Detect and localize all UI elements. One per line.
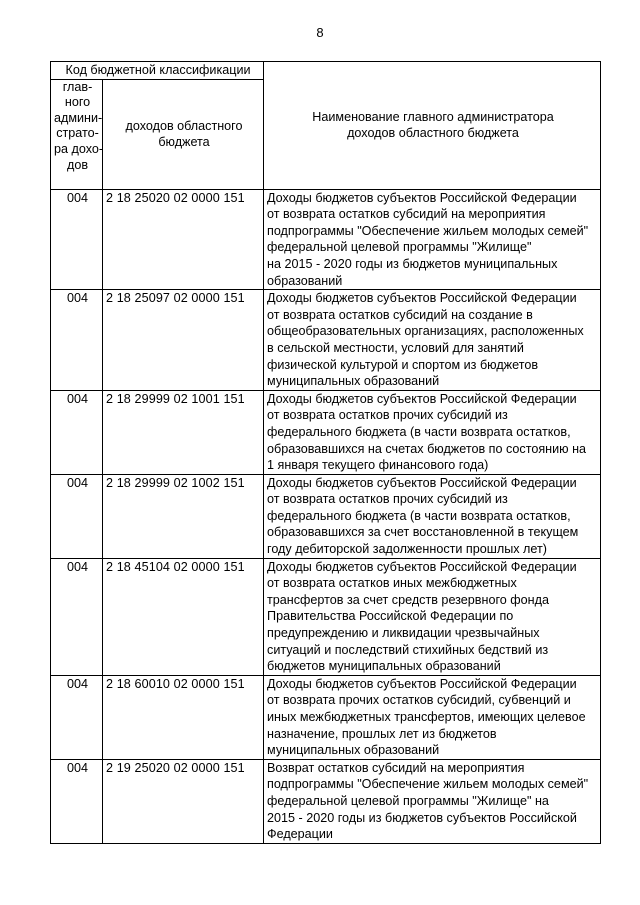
- income-name-line: от возврата остатков прочих субсидий из: [267, 408, 508, 423]
- income-name-line: трансфертов за счет средств резервного фонда: [267, 592, 549, 607]
- income-name-line: предупреждению и ликвидации чрезвычайных: [267, 626, 540, 641]
- income-name-line: Доходы бюджетов субъектов Российской Федерации: [267, 475, 577, 490]
- income-name-line: ситуаций и последствий стихийных бедствий из: [267, 642, 549, 657]
- income-name-line: федеральной целевой программы "Жилище": [267, 240, 532, 255]
- income-code-cell: 2 18 25097 02 0000 151: [103, 290, 264, 391]
- income-name-line: общеобразовательных организациях, расположенных: [267, 324, 584, 339]
- administrator-code-cell: 004: [51, 558, 103, 675]
- income-name-line: от возврата остатков иных межбюджетных: [267, 576, 517, 591]
- income-code-cell: 2 18 45104 02 0000 151: [103, 558, 264, 675]
- income-name-line: Доходы бюджетов субъектов Российской Федерации: [267, 676, 577, 691]
- income-name-cell: [264, 675, 601, 759]
- header-budget-classification-code: Код бюджетной классификации: [51, 62, 264, 80]
- income-name-line: от возврата остатков прочих субсидий из: [267, 492, 508, 507]
- income-name-line: подпрограммы "Обеспечение жильем молодых семей": [267, 777, 589, 792]
- table-body: [51, 62, 601, 844]
- header-admin-line: админи-: [54, 110, 103, 125]
- budget-classification-table: [50, 61, 601, 844]
- header-regional-budget-income: [103, 79, 264, 189]
- income-name-line: подпрограммы "Обеспечение жильем молодых семей": [267, 223, 589, 238]
- income-name-line: назначение, прошлых лет из бюджетов: [267, 726, 497, 741]
- income-name-line: федерального бюджета (в части возврата остатков,: [267, 508, 571, 523]
- income-name-line: Федерации: [267, 827, 333, 842]
- income-name-line: Доходы бюджетов субъектов Российской Федерации: [267, 190, 577, 205]
- table-row: [51, 189, 601, 290]
- income-name-cell: [264, 558, 601, 675]
- income-name-line: в сельской местности, условий для занятий: [267, 340, 524, 355]
- income-code-cell: 2 18 29999 02 1001 151: [103, 390, 264, 474]
- table-row: [51, 675, 601, 759]
- income-code-cell: 2 18 25020 02 0000 151: [103, 189, 264, 290]
- administrator-code-cell: 004: [51, 290, 103, 391]
- income-code-cell: 2 19 25020 02 0000 151: [103, 759, 264, 843]
- income-name-line: Правительства Российской Федерации по: [267, 609, 514, 624]
- income-name-line: на 2015 - 2020 годы из бюджетов муниципальных: [267, 256, 558, 271]
- header-admin-line: ного: [64, 95, 91, 110]
- income-name-line: от возврата прочих остатков субсидий, субвенций и: [267, 693, 571, 708]
- header-name-line: Наименование главного администратора: [312, 109, 554, 124]
- header-admin-line: глав-: [62, 79, 93, 94]
- header-income-line: бюджета: [158, 135, 210, 150]
- income-name-line: образовавшихся на счетах бюджетов по состоянию на: [267, 441, 587, 456]
- income-name-cell: [264, 474, 601, 558]
- header-row-group: [51, 62, 601, 80]
- income-name-line: от возврата остатков субсидий на мероприятия: [267, 207, 546, 222]
- header-administrator-name: [264, 62, 601, 190]
- income-name-line: федерального бюджета (в части возврата остатков,: [267, 424, 571, 439]
- income-code-cell: 2 18 29999 02 1002 151: [103, 474, 264, 558]
- income-name-line: 1 января текущего финансового года): [267, 458, 489, 473]
- income-name-line: от возврата остатков субсидий на создание в: [267, 307, 533, 322]
- income-name-line: федеральной целевой программы "Жилище" на: [267, 793, 549, 808]
- table-row: [51, 390, 601, 474]
- table-row: [51, 759, 601, 843]
- income-name-line: образований: [267, 273, 343, 288]
- table-row: [51, 558, 601, 675]
- administrator-code-cell: 004: [51, 675, 103, 759]
- income-name-line: Доходы бюджетов субъектов Российской Федерации: [267, 391, 577, 406]
- income-name-cell: [264, 390, 601, 474]
- administrator-code-cell: 004: [51, 474, 103, 558]
- administrator-code-cell: 004: [51, 759, 103, 843]
- header-chief-administrator: [51, 79, 103, 189]
- income-name-cell: [264, 189, 601, 290]
- income-name-line: бюджетов муниципальных образований: [267, 659, 501, 674]
- page-number: 8: [316, 25, 324, 40]
- income-name-line: году дебиторской задолженности прошлых лет): [267, 542, 547, 557]
- income-name-line: физической культурой и спортом из бюджетов: [267, 357, 539, 372]
- income-code-cell: 2 18 60010 02 0000 151: [103, 675, 264, 759]
- income-name-line: иных межбюджетных трансфертов, имеющих целевое: [267, 710, 586, 724]
- header-admin-line: дов: [66, 157, 89, 172]
- income-name-line: Доходы бюджетов субъектов Российской Федерации: [267, 559, 577, 574]
- income-name-line: муниципальных образований: [267, 743, 440, 758]
- income-name-cell: [264, 759, 601, 843]
- income-name-line: муниципальных образований: [267, 374, 440, 389]
- header-admin-line: ра дохо-: [54, 141, 104, 156]
- income-name-cell: [264, 290, 601, 391]
- administrator-code-cell: 004: [51, 189, 103, 290]
- income-name-line: 2015 - 2020 годы из бюджетов субъектов Российской: [267, 810, 577, 825]
- income-name-line: Возврат остатков субсидий на мероприятия: [267, 760, 525, 775]
- administrator-code-cell: 004: [51, 390, 103, 474]
- income-name-line: Доходы бюджетов субъектов Российской Федерации: [267, 291, 577, 306]
- income-name-line: образовавшихся за счет восстановленной в текущем: [267, 525, 579, 540]
- table-row: [51, 474, 601, 558]
- header-admin-line: страто-: [56, 126, 99, 141]
- table-row: [51, 290, 601, 391]
- header-name-line: доходов областного бюджета: [347, 126, 519, 141]
- header-income-line: доходов областного: [125, 118, 243, 133]
